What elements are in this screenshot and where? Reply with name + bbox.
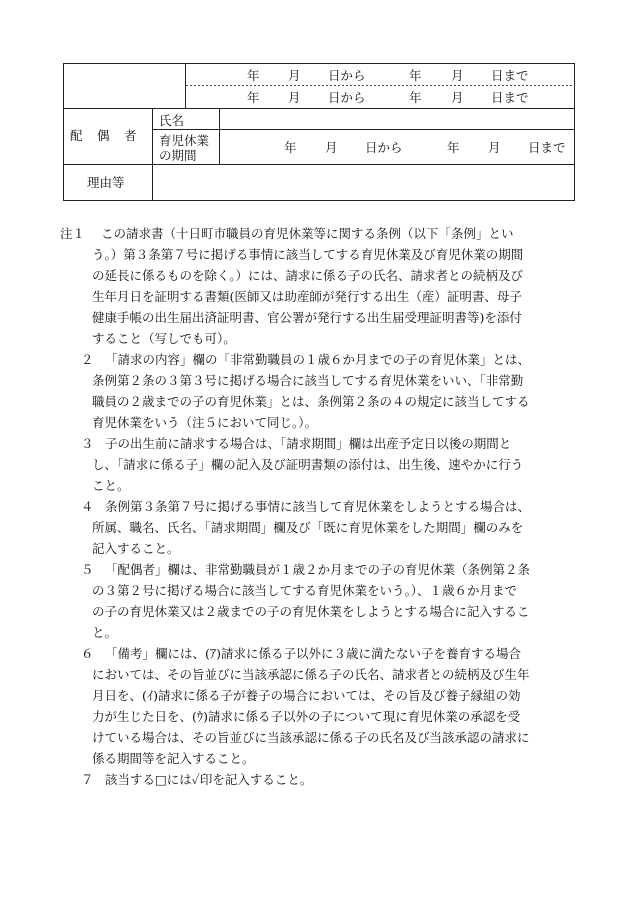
table-grid xyxy=(63,63,583,203)
period-row-1-month-start: 月 xyxy=(288,68,301,83)
note-5-line-4: と。 xyxy=(92,625,118,640)
period-row-2-month-start: 月 xyxy=(288,90,301,105)
note-3-label: ３ xyxy=(81,436,94,451)
spouse-period-month-start: 月 xyxy=(325,140,338,155)
note-3-line-3: こと。 xyxy=(92,478,130,493)
name-label: 氏名 xyxy=(159,113,185,128)
note-1-line-4: 生年月日を証明する書類(医師又は助産師が発行する出生（産）証明書、母子 xyxy=(92,289,522,304)
note-5-line-3: の子の育児休業又は２歳までの子の育児休業をしようとする場合に記入するこ xyxy=(92,604,530,619)
period-row-2-day-start: 日から xyxy=(328,90,366,105)
note-2-label: ２ xyxy=(81,352,94,367)
period-row-1-year-end: 年 xyxy=(409,68,422,83)
note-6-line-3: 月日を、(ｲ)請求に係る子が養子の場合においては、その旨及び養子縁組の効 xyxy=(92,688,521,703)
note-1-label: 注１ xyxy=(60,226,86,241)
note-2-line-1: 「請求の内容」欄の「非常勤職員の１歳６か月までの子の育児休業」とは、 xyxy=(105,352,531,367)
note-1-line-3: の延長に係るものを除く。）には、請求に係る子の氏名、請求者との続柄及び xyxy=(92,268,524,283)
note-4-line-3: 記入すること。 xyxy=(92,541,180,556)
period-row-2-year-end: 年 xyxy=(409,90,422,105)
note-1-line-5: 健康手帳の出生届出済証明書、官公署が発行する出生届受理証明書等)を添付 xyxy=(92,310,522,325)
note-4-line-2: 所属、職名、氏名、「請求期間」欄及び「既に育児休業をした期間」欄のみを xyxy=(92,520,524,535)
note-4-label: ４ xyxy=(81,499,94,514)
note-5-line-1: 「配偶者」欄は、非常勤職員が１歳２か月までの子の育児休業（条例第２条 xyxy=(105,562,531,577)
note-7-label: ７ xyxy=(81,772,94,787)
period-row-1-day-end: 日まで xyxy=(491,68,529,83)
note-6-line-5: けている場合は、その旨並びに当該承認に係る子の氏名及び当該承認の請求に xyxy=(92,730,530,745)
period-row-2-year-start: 年 xyxy=(247,90,260,105)
period-row-2-month-end: 月 xyxy=(451,90,464,105)
note-6-line-2: においては、その旨並びに当該承認に係る子の氏名、請求者との続柄及び生年 xyxy=(92,667,530,682)
spouse-period-day-end: 日まで xyxy=(528,140,566,155)
period-row-1-month-end: 月 xyxy=(451,68,464,83)
note-5-line-2: の３第２号に掲げる場合に該当してする育児休業をいう。）、１歳６か月まで xyxy=(92,583,518,598)
spouse-period-month-end: 月 xyxy=(488,140,501,155)
spouse-period-year-start: 年 xyxy=(284,140,297,155)
spouse-period-day-start: 日から xyxy=(365,140,403,155)
note-1-line-1: この請求書（十日町市職員の育児休業等に関する条例（以下「条例」とい xyxy=(101,226,514,241)
note-2-line-4: 育児休業をいう（注５において同じ。）。 xyxy=(92,415,318,430)
period-row-1-day-start: 日から xyxy=(328,68,366,83)
reason-label: 理由等 xyxy=(87,175,125,190)
spouse-period-year-end: 年 xyxy=(447,140,460,155)
period-row-1-year-start: 年 xyxy=(247,68,260,83)
period-row-2-day-end: 日まで xyxy=(491,90,529,105)
note-2-line-3: 職員の２歳までの子の育児休業」とは、条例第２条の４の規定に該当してする xyxy=(92,394,530,409)
note-1-line-6: すること（写しでも可）。 xyxy=(92,331,236,346)
note-6-line-6: 係る期間等を記入すること。 xyxy=(92,751,255,766)
note-5-label: ５ xyxy=(81,562,94,577)
note-3-line-1: 子の出生前に請求する場合は、「請求期間」欄は出産予定日以後の期間と xyxy=(105,436,512,451)
note-6-line-1: 「備考」欄には、(ｱ)請求に係る子以外に３歳に満たない子を養育する場合 xyxy=(105,646,522,661)
note-4-line-1: 条例第３条第７号に掲げる事情に該当して育児休業をしようとする場合は、 xyxy=(105,499,531,514)
note-2-line-2: 条例第２条の３第３号に掲げる場合に該当してする育児休業をいい、「非常勤 xyxy=(92,373,524,388)
leave-period-label-line1: 育児休業 xyxy=(159,133,210,148)
leave-period-label-line2: の期間 xyxy=(159,148,197,163)
note-3-line-2: し、「請求に係る子」欄の記入及び証明書類の添付は、出生後、速やかに行う xyxy=(92,457,524,472)
spouse-label: 配 偶 者 xyxy=(70,128,138,143)
note-1-line-2: う。）第３条第７号に掲げる事情に該当してする育児休業及び育児休業の期間 xyxy=(92,247,524,262)
note-6-label: ６ xyxy=(81,646,94,661)
note-6-line-4: 力が生じた日を、(ｳ)請求に係る子以外の子について現に育児休業の承認を受 xyxy=(92,709,521,724)
note-7-line-1: 該当する□には✓印を記入すること。 xyxy=(105,772,313,787)
